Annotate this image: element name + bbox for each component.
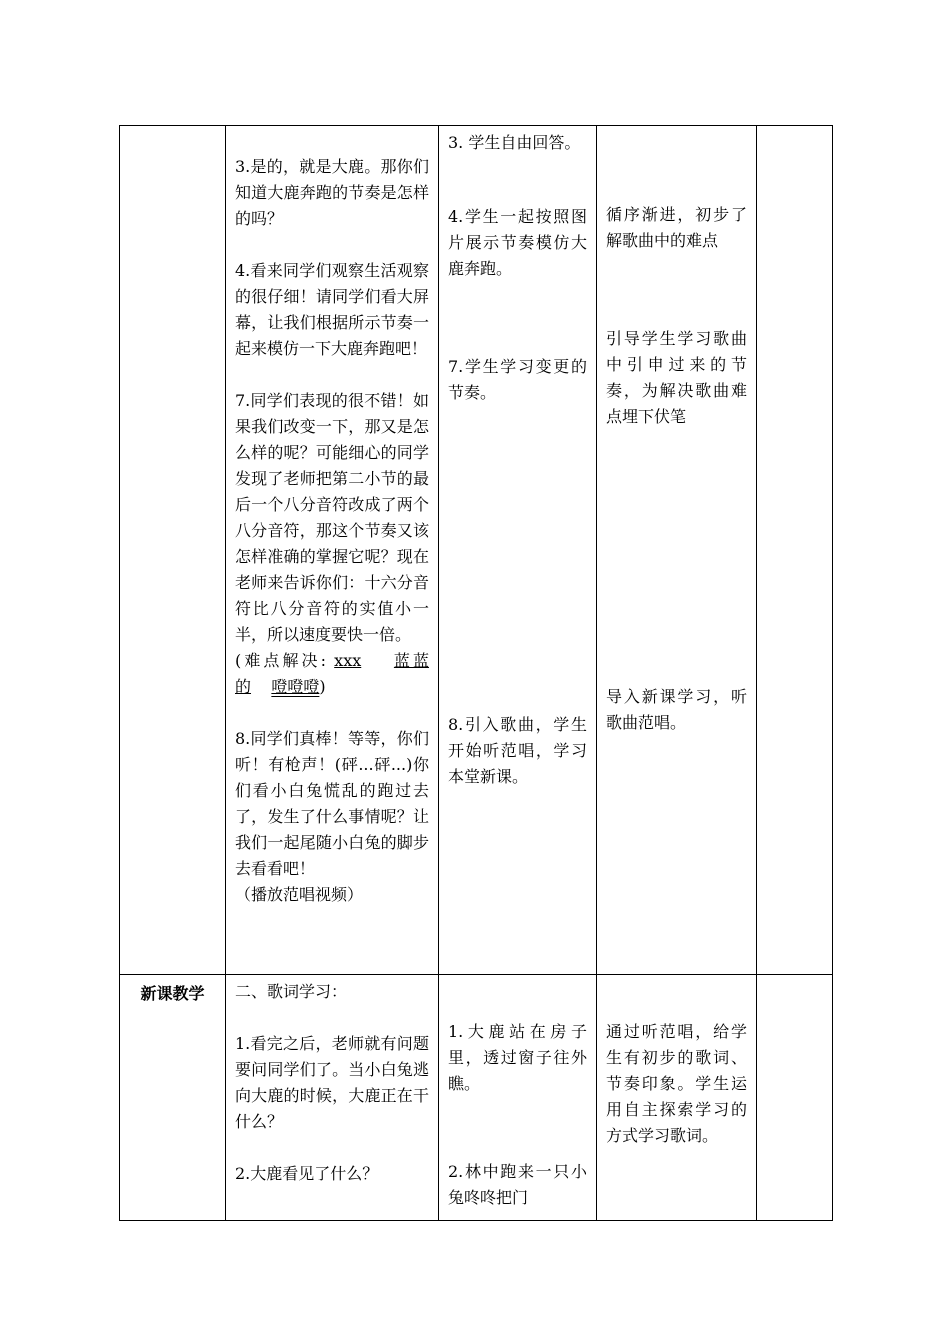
- teacher-activity-cell: [226, 126, 439, 975]
- student-step-3: 3. 学生自由回答。: [448, 133, 581, 152]
- lesson-plan-table: [119, 125, 833, 1221]
- teacher-question-1: 1.看完之后，老师就有问题要问同学们了。当小白兔逃向大鹿的时候，大鹿正在干什么？: [235, 1034, 429, 1131]
- section-cell-new-lesson: 新课教学: [120, 975, 226, 1221]
- student-activity-cell: [439, 975, 597, 1221]
- student-answer-1: 1.大鹿站在房子里，透过窗子往外瞧。: [448, 1022, 587, 1093]
- note-cell: [757, 126, 833, 975]
- design-intent-cell: [597, 975, 757, 1221]
- teacher-question-2: 2.大鹿看见了什么？: [235, 1164, 379, 1183]
- section-cell: [120, 126, 226, 975]
- student-step-8: 8.引入歌曲，学生开始听范唱，学习本堂新课。: [448, 715, 587, 786]
- lyrics-learning-heading: 二、歌词学习：: [235, 982, 348, 1001]
- intent-new-lesson: 通过听范唱，给学生有初步的歌词、节奏印象。学生运用自主探索学习的方式学习歌词。: [606, 1022, 747, 1145]
- student-step-4: 4.学生一起按照图片展示节奏模仿大鹿奔跑。: [448, 207, 587, 278]
- teacher-play-video: （播放范唱视频）: [235, 885, 364, 904]
- intent-3: 导入新课学习，听歌曲范唱。: [606, 687, 747, 732]
- student-answer-2: 2.林中跑来一只小兔咚咚把门: [448, 1162, 587, 1207]
- design-intent-cell: [597, 126, 757, 975]
- teacher-step-3: 3.是的，就是大鹿。那你们知道大鹿奔跑的节奏是怎样的吗？: [235, 157, 429, 228]
- table-row: [120, 975, 833, 1221]
- student-activity-cell: [439, 126, 597, 975]
- teacher-step-8: 8.同学们真棒！等等，你们听！有枪声！(砰...砰...)你们看小白兔慌乱的跑过去了，发生了什么事情呢？让我们一起尾随小白兔的脚步去看看吧！: [235, 729, 429, 878]
- teacher-activity-cell: [226, 975, 439, 1221]
- student-step-7: 7.学生学习变更的节奏。: [448, 357, 587, 402]
- teacher-step-7: 7.同学们表现的很不错！如果我们改变一下，那又是怎么样的呢？可能细心的同学发现了老师把第二小节的最后一个八分音符改成了两个八分音符，那这个节奏又该怎样准确的掌握它呢？现在老师来告诉你们：十六分音符比八分音符的实值小一半，所以速度要快一倍。: [235, 391, 429, 644]
- intent-1: 循序渐进，初步了解歌曲中的难点: [606, 205, 747, 250]
- lyric-dengdeng: 噔噔噔: [271, 677, 320, 696]
- intent-2: 引导学生学习歌曲中引申过来的节奏，为解决歌曲难点埋下伏笔: [606, 329, 747, 426]
- teacher-step-4: 4.看来同学们观察生活观察的很仔细！请同学们看大屏幕，让我们根据所示节奏一起来模仿一下大鹿奔跑吧！: [235, 261, 429, 358]
- note-cell: [757, 975, 833, 1221]
- difficulty-solution: (难点解决: xxx 蓝蓝的 噔噔噔): [235, 651, 429, 696]
- table-row: [120, 126, 833, 975]
- rhythm-notes: xxx: [334, 651, 362, 670]
- lyric-lanlan: 蓝蓝的: [235, 651, 429, 696]
